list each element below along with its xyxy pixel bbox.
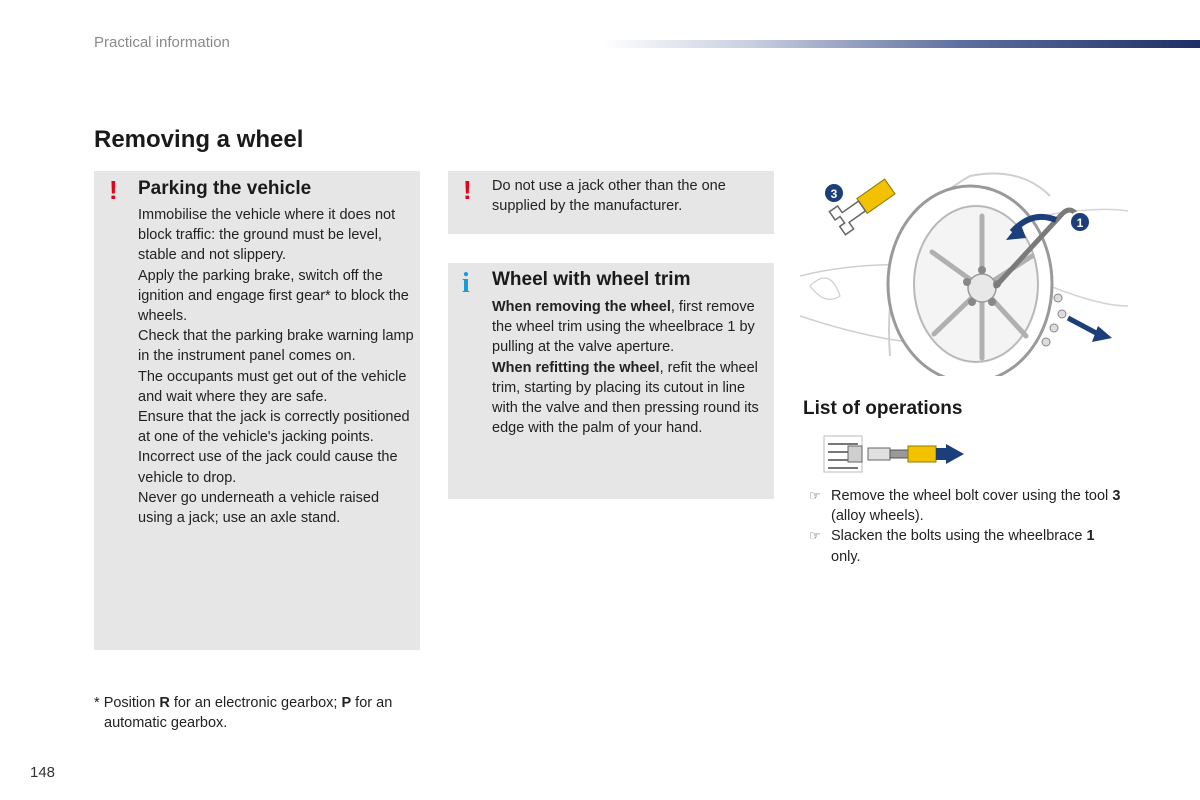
jack-warning-box (448, 171, 774, 234)
wheel-trim-info-box (448, 263, 774, 499)
refitting-paragraph (492, 358, 770, 439)
wheel-removal-illustration (800, 166, 1130, 376)
wheelbrace-1-badge-label: 1 (1076, 216, 1084, 230)
removing-bold: When removing the wheel (492, 299, 671, 315)
parking-paragraph: Ensure that the jack is correctly positioned at one of the vehicle's jacking points. (138, 409, 410, 446)
removing-paragraph (492, 297, 770, 358)
removing-text: , first remove the wheel trim using the wheelbrace 1 by pulling at the valve aperture. (492, 299, 755, 356)
warning-icon: ! (109, 175, 118, 205)
page-number: 148 (30, 764, 56, 781)
info-icon: i (462, 268, 470, 299)
parking-paragraph: Incorrect use of the jack could cause the vehicle to drop. (138, 449, 398, 486)
parking-paragraph: Check that the parking brake warning lamp in the instrument panel comes on. (138, 328, 414, 365)
jack-warning-text: Do not use a jack other than the one supplied by the manufacturer. (492, 178, 726, 215)
operation-text: Slacken the bolts using the wheelbrace (831, 528, 1087, 545)
operations-sequence-icon (820, 432, 970, 476)
footnote-text: Position (103, 695, 160, 711)
operation-item (803, 486, 1123, 526)
footnote-text: for an automatic gearbox. (104, 695, 393, 732)
parking-text (138, 205, 416, 528)
header-bar (600, 40, 1200, 48)
operations-heading: List of operations (803, 398, 963, 419)
page-title: Removing a wheel (94, 126, 304, 153)
wheel-trim-text (492, 297, 770, 438)
parking-warning-box (94, 171, 420, 650)
operation-item (803, 526, 1123, 566)
operations-list (803, 486, 1123, 567)
footnote-bold: R (159, 695, 170, 711)
pointing-hand-icon: ☞ (809, 528, 821, 544)
operation-text: only. (831, 548, 861, 565)
footnote-star: * (94, 695, 100, 711)
parking-paragraph: The occupants must get out of the vehicle and wait where they are safe. (138, 368, 407, 405)
operation-ref: 1 (1086, 528, 1095, 545)
parking-heading: Parking the vehicle (138, 178, 312, 199)
tool-3-badge-label: 3 (830, 187, 838, 201)
parking-paragraph: Immobilise the vehicle where it does not block traffic: the ground must be level, stable and not slippery. (138, 207, 396, 264)
operation-text: (alloy wheels). (831, 508, 924, 525)
warning-icon: ! (463, 175, 472, 205)
operation-text: Remove the wheel bolt cover using the tool (831, 488, 1113, 504)
parking-paragraph: Never go underneath a vehicle raised using a jack; use an axle stand. (138, 489, 380, 527)
parking-paragraph: Apply the parking brake, switch off the ignition and engage first gear* to block the wheels. (138, 267, 409, 325)
footnote-text: for an electronic gearbox; (169, 695, 342, 711)
gearbox-footnote (94, 693, 430, 733)
refitting-text: , refit the wheel trim, starting by placing its cutout in line with the valve and then pressing round its edge with the palm of your hand. (492, 359, 759, 437)
footnote-bold: P (341, 695, 352, 711)
wheel-trim-heading: Wheel with wheel trim (492, 269, 691, 290)
refitting-bold: When refitting the wheel (492, 359, 660, 376)
pointing-hand-icon: ☞ (809, 488, 821, 503)
operation-ref: 3 (1112, 488, 1121, 504)
section-header: Practical information (94, 34, 230, 51)
